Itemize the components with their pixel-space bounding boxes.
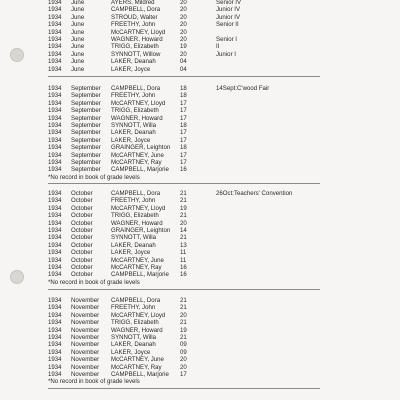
note-cell: Junior IV (216, 6, 241, 14)
year-cell: 1934 (48, 129, 62, 137)
year-cell: 1934 (48, 13, 62, 21)
days-cell: 17 (180, 136, 187, 144)
month-cell: November (71, 363, 100, 371)
month-cell: October (71, 197, 93, 205)
grade-level-footnote: *No record in book of grade levels (48, 173, 140, 181)
student-name-cell: McCARTNEY, June (111, 151, 164, 159)
student-name-cell: SYNNOTT, Willow (111, 50, 161, 58)
month-cell: November (71, 341, 100, 349)
days-cell: 18 (180, 144, 187, 152)
days-cell: 21 (180, 334, 187, 341)
year-cell: 1934 (48, 348, 62, 356)
table-row (0, 100, 400, 107)
year-cell: 1934 (48, 271, 62, 279)
year-cell: 1934 (48, 166, 62, 174)
days-cell: 21 (180, 234, 187, 242)
month-cell: September (71, 166, 101, 174)
student-name-cell: LAKER, Joyce (111, 136, 151, 144)
grade-level-footnote: *No record in book of grade levels (48, 378, 140, 386)
year-cell: 1934 (48, 190, 62, 197)
days-cell: 20 (180, 28, 187, 36)
year-cell: 1934 (48, 43, 62, 51)
year-cell: 1934 (48, 151, 62, 159)
days-cell: 20 (180, 219, 187, 227)
month-cell: October (71, 234, 93, 242)
year-cell: 1934 (48, 219, 62, 227)
year-cell: 1934 (48, 371, 62, 378)
month-cell: September (71, 122, 101, 129)
table-row (0, 36, 400, 43)
year-cell: 1934 (48, 85, 62, 92)
student-name-cell: LAKER, Deanah (111, 58, 156, 66)
table-row (0, 122, 400, 129)
student-name-cell: McCARTNEY, Lloyd (111, 99, 166, 107)
table-row (0, 107, 400, 114)
month-cell: June (71, 21, 85, 29)
student-name-cell: SYNNOTT, Willa (111, 334, 157, 341)
student-name-cell: FREETHY, John (111, 92, 156, 100)
month-cell: June (71, 50, 85, 58)
note-cell: Junior I (216, 50, 236, 58)
note-cell: Senior I (216, 36, 238, 43)
table-row (0, 51, 400, 58)
table-row (0, 212, 400, 219)
student-name-cell: SYNNOTT, Willa (111, 234, 157, 242)
month-cell: October (71, 219, 93, 227)
table-row (0, 334, 400, 341)
days-cell: 21 (180, 319, 187, 327)
month-cell: October (71, 241, 93, 249)
days-cell: 17 (180, 151, 187, 159)
year-cell: 1934 (48, 65, 62, 73)
note-cell: 14Sept:C'wood Fair (216, 85, 270, 92)
table-row (0, 349, 400, 356)
days-cell: 17 (180, 107, 187, 115)
year-cell: 1934 (48, 107, 62, 115)
student-name-cell: LAKER, Deanah (111, 241, 156, 249)
table-row (0, 144, 400, 151)
year-cell: 1934 (48, 197, 62, 205)
student-name-cell: WAGNER, Howard (111, 326, 163, 334)
month-cell: November (71, 326, 100, 334)
days-cell: 16 (180, 166, 187, 174)
days-cell: 21 (180, 190, 187, 197)
year-cell: 1934 (48, 363, 62, 371)
student-name-cell: TRIGG, Elizabeth (111, 319, 159, 327)
days-cell: 20 (180, 363, 187, 371)
days-cell: 09 (180, 348, 187, 356)
student-name-cell: CAMPBELL, Dora (111, 297, 161, 304)
student-name-cell: McCARTNEY, June (111, 256, 164, 264)
student-name-cell: GRAINGER, Leighton (111, 144, 171, 152)
table-row (0, 341, 400, 348)
month-cell: November (71, 371, 100, 378)
month-cell: October (71, 227, 93, 234)
days-cell: 21 (180, 297, 187, 304)
student-name-cell: STROUD, Walter (111, 13, 158, 21)
days-cell: 13 (180, 241, 187, 249)
month-cell: October (71, 204, 93, 212)
table-row (0, 66, 400, 73)
month-cell: September (71, 99, 101, 107)
note-cell: Senior II (216, 21, 239, 29)
table-row (0, 297, 400, 304)
days-cell: 16 (180, 264, 187, 271)
days-cell: 20 (180, 356, 187, 364)
year-cell: 1934 (48, 227, 62, 234)
table-row (0, 234, 400, 241)
month-cell: November (71, 304, 100, 312)
year-cell: 1934 (48, 212, 62, 220)
table-row (0, 115, 400, 122)
student-name-cell: FREETHY, John (111, 197, 156, 205)
year-cell: 1934 (48, 136, 62, 144)
year-cell: 1934 (48, 319, 62, 327)
note-cell: 26Oct:Teachers' Convention (216, 190, 293, 197)
year-cell: 1934 (48, 304, 62, 312)
days-cell: 09 (180, 341, 187, 349)
month-cell: November (71, 319, 100, 327)
student-name-cell: McCARTNEY, Lloyd (111, 311, 166, 319)
table-row (0, 264, 400, 271)
year-cell: 1934 (48, 50, 62, 58)
days-cell: 21 (180, 197, 187, 205)
month-cell: September (71, 92, 101, 100)
student-name-cell: WAGNER, Howard (111, 219, 163, 227)
days-cell: 20 (180, 13, 187, 21)
table-row (0, 14, 400, 21)
days-cell: 17 (180, 114, 187, 122)
year-cell: 1934 (48, 6, 62, 14)
month-cell: September (71, 159, 101, 166)
days-cell: 20 (180, 311, 187, 319)
student-name-cell: CAMPBELL, Marjorie (111, 371, 169, 378)
note-cell: Junior IV (216, 13, 241, 21)
days-cell: 04 (180, 58, 187, 66)
student-name-cell: McCARTNEY, Ray (111, 363, 162, 371)
table-row (0, 159, 400, 166)
year-cell: 1934 (48, 334, 62, 341)
year-cell: 1934 (48, 58, 62, 66)
days-cell: 18 (180, 92, 187, 100)
month-cell: November (71, 348, 100, 356)
student-name-cell: FREETHY, John (111, 304, 156, 312)
days-cell: 04 (180, 65, 187, 73)
month-cell: October (71, 271, 93, 279)
student-name-cell: WAGNER, Howard (111, 114, 163, 122)
year-cell: 1934 (48, 114, 62, 122)
student-name-cell: McCARTNEY, Lloyd (111, 204, 166, 212)
days-cell: 19 (180, 43, 187, 51)
section-divider (48, 289, 320, 290)
month-cell: September (71, 136, 101, 144)
table-row (0, 312, 400, 319)
student-name-cell: AYERS, Mildred (111, 0, 155, 6)
student-name-cell: TRIGG, Elizabeth (111, 107, 159, 115)
month-cell: June (71, 36, 85, 43)
table-row (0, 152, 400, 159)
student-name-cell: SYNNOTT, Willa (111, 122, 157, 129)
month-cell: November (71, 356, 100, 364)
table-row (0, 304, 400, 311)
month-cell: October (71, 249, 93, 257)
year-cell: 1934 (48, 241, 62, 249)
days-cell: 17 (180, 371, 187, 378)
table-row (0, 166, 400, 173)
days-cell: 11 (180, 256, 187, 264)
year-cell: 1934 (48, 99, 62, 107)
year-cell: 1934 (48, 249, 62, 257)
student-name-cell: CAMPBELL, Marjorie (111, 166, 169, 174)
days-cell: 19 (180, 204, 187, 212)
student-name-cell: GRAINGER, Leighton (111, 227, 171, 234)
student-name-cell: CAMPBELL, Dora (111, 190, 161, 197)
days-cell: 20 (180, 0, 187, 6)
student-name-cell: McCARTNEY, Lloyd (111, 28, 166, 36)
table-row (0, 242, 400, 249)
year-cell: 1934 (48, 21, 62, 29)
table-row (0, 356, 400, 363)
month-cell: November (71, 311, 100, 319)
month-cell: June (71, 58, 85, 66)
table-row (0, 319, 400, 326)
days-cell: 18 (180, 85, 187, 92)
month-cell: June (71, 65, 85, 73)
month-cell: September (71, 151, 101, 159)
note-cell: Senior IV (216, 0, 242, 6)
year-cell: 1934 (48, 159, 62, 166)
year-cell: 1934 (48, 92, 62, 100)
year-cell: 1934 (48, 264, 62, 271)
days-cell: 11 (180, 249, 187, 257)
year-cell: 1934 (48, 326, 62, 334)
days-cell: 17 (180, 99, 187, 107)
month-cell: September (71, 85, 101, 92)
days-cell: 21 (180, 212, 187, 220)
days-cell: 20 (180, 6, 187, 14)
year-cell: 1934 (48, 341, 62, 349)
table-row (0, 6, 400, 13)
month-cell: June (71, 28, 85, 36)
table-row (0, 137, 400, 144)
student-name-cell: CAMPBELL, Marjorie (111, 271, 169, 279)
year-cell: 1934 (48, 122, 62, 129)
days-cell: 18 (180, 122, 187, 129)
note-cell: II (216, 43, 220, 51)
days-cell: 21 (180, 304, 187, 312)
year-cell: 1934 (48, 311, 62, 319)
student-name-cell: McCARTNEY, Ray (111, 264, 162, 271)
month-cell: October (71, 264, 93, 271)
days-cell: 19 (180, 326, 187, 334)
table-row (0, 85, 400, 92)
days-cell: 20 (180, 36, 187, 43)
table-row (0, 129, 400, 136)
month-cell: September (71, 144, 101, 152)
student-name-cell: LAKER, Joyce (111, 348, 151, 356)
year-cell: 1934 (48, 356, 62, 364)
table-row (0, 220, 400, 227)
student-name-cell: CAMPBELL, Dora (111, 85, 161, 92)
table-row (0, 257, 400, 264)
month-cell: June (71, 13, 85, 21)
table-row (0, 364, 400, 371)
table-row (0, 271, 400, 278)
days-cell: 14 (180, 227, 187, 234)
table-row (0, 197, 400, 204)
table-row (0, 205, 400, 212)
student-name-cell: LAKER, Deanah (111, 341, 156, 349)
table-row (0, 43, 400, 50)
table-row (0, 190, 400, 197)
student-name-cell: TRIGG, Elizabeth (111, 212, 159, 220)
year-cell: 1934 (48, 204, 62, 212)
student-name-cell: LAKER, Deanah (111, 129, 156, 137)
year-cell: 1934 (48, 234, 62, 242)
year-cell: 1934 (48, 297, 62, 304)
table-row (0, 227, 400, 234)
month-cell: November (71, 297, 100, 304)
grade-level-footnote: *No record in book of grade levels (48, 278, 140, 286)
month-cell: September (71, 107, 101, 115)
table-row (0, 21, 400, 28)
month-cell: June (71, 6, 85, 14)
section-divider (48, 183, 320, 184)
month-cell: October (71, 256, 93, 264)
student-name-cell: McCARTNEY, June (111, 356, 164, 364)
student-name-cell: TRIGG, Elizabeth (111, 43, 159, 51)
year-cell: 1934 (48, 256, 62, 264)
month-cell: September (71, 129, 101, 137)
year-cell: 1934 (48, 0, 62, 6)
days-cell: 20 (180, 21, 187, 29)
days-cell: 20 (180, 50, 187, 58)
student-name-cell: LAKER, Joyce (111, 65, 151, 73)
student-name-cell: WAGNER, Howard (111, 36, 163, 43)
month-cell: June (71, 0, 85, 6)
days-cell: 16 (180, 271, 187, 279)
year-cell: 1934 (48, 144, 62, 152)
table-row (0, 92, 400, 99)
year-cell: 1934 (48, 36, 62, 43)
student-name-cell: McCARTNEY, Ray (111, 159, 162, 166)
days-cell: 17 (180, 159, 187, 166)
month-cell: October (71, 190, 93, 197)
year-cell: 1934 (48, 28, 62, 36)
month-cell: November (71, 334, 100, 341)
table-row (0, 249, 400, 256)
month-cell: October (71, 212, 93, 220)
section-divider (48, 76, 320, 77)
student-name-cell: CAMPBELL, Dora (111, 6, 161, 14)
table-row (0, 371, 400, 378)
days-cell: 17 (180, 129, 187, 137)
student-name-cell: LAKER, Joyce (111, 249, 151, 257)
section-divider (48, 388, 320, 389)
table-row (0, 58, 400, 65)
table-row (0, 327, 400, 334)
student-name-cell: FREETHY, John (111, 21, 156, 29)
month-cell: September (71, 114, 101, 122)
month-cell: June (71, 43, 85, 51)
table-row (0, 29, 400, 36)
